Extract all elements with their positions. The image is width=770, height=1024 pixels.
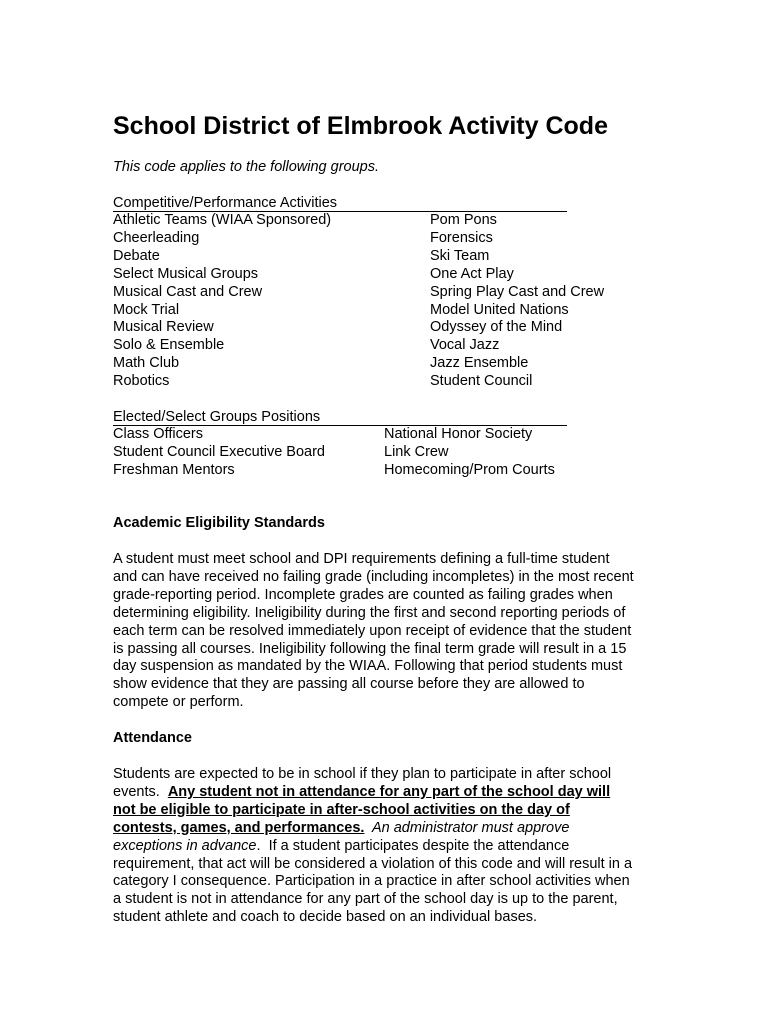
paragraph-line: Students are expected to be in school if they plan to participate in after school (113, 766, 612, 782)
list-item: Model United Nations (430, 301, 569, 318)
list-item: Pom Pons (430, 212, 497, 228)
list-item: Student Council (430, 373, 533, 390)
paragraph-line: show evidence that they are passing all course before they are allowed to (113, 676, 585, 693)
attendance-paragraph (113, 766, 673, 927)
list-item: Jazz Ensemble (430, 355, 529, 372)
italic-text: An administrator must approve (364, 819, 570, 836)
paragraph-line (113, 820, 673, 838)
list-item: One Act Play (430, 265, 514, 282)
paragraph-line: category I consequence. Participation in a practice in after school activities when (113, 873, 630, 890)
attendance-heading: Attendance (113, 730, 192, 746)
paragraph-line: A student must meet school and DPI requirements defining a full-time student (113, 551, 610, 567)
list-item: Class Officers (113, 426, 203, 442)
paragraph-line (113, 838, 673, 856)
list-item: Athletic Teams (WIAA Sponsored) (113, 212, 332, 228)
paragraph-line: and can have received no failing grade (including incompletes) in the most recent (113, 568, 634, 585)
competitive-activities-right-list (430, 212, 604, 391)
document-title: School District of Elmbrook Activity Code (113, 112, 608, 140)
list-item: Math Club (113, 355, 180, 372)
list-item: Cheerleading (113, 229, 200, 246)
plain-text: . If a student participates despite the attendance (256, 837, 570, 854)
list-item: Vocal Jazz (430, 337, 500, 354)
elected-groups-right-list (384, 426, 555, 480)
paragraph-line (113, 784, 673, 802)
attendance-rule-emphasis: Any student not in attendance for any part of the school day will (167, 783, 611, 800)
list-item: Spring Play Cast and Crew (430, 283, 605, 300)
attendance-rule-emphasis: not be eligible to participate in after-school activities on the day of (113, 801, 570, 818)
list-item: Student Council Executive Board (113, 443, 325, 460)
competitive-activities-left-list (113, 212, 331, 391)
intro-text: This code applies to the following groups. (113, 159, 379, 175)
list-item: Musical Review (113, 319, 214, 336)
list-item: Debate (113, 247, 160, 264)
paragraph-line: each term can be resolved immediately upon receipt of evidence that the student (113, 622, 632, 639)
paragraph-line: compete or perform. (113, 694, 244, 711)
list-item: Forensics (430, 229, 493, 246)
list-item: Link Crew (384, 443, 449, 460)
academic-eligibility-paragraph (113, 551, 673, 712)
paragraph-line: requirement, that act will be considered a violation of this code and will result in a (113, 855, 633, 872)
list-item: Musical Cast and Crew (113, 283, 263, 300)
plain-text: events. (113, 783, 168, 800)
academic-eligibility-heading: Academic Eligibility Standards (113, 515, 325, 531)
elected-groups-left-list (113, 426, 325, 480)
paragraph-line: a student is not in attendance for any part of the school day is up to the parent, (113, 891, 618, 908)
paragraph-line: day suspension as mandated by the WIAA. Following that period students must (113, 658, 623, 675)
list-item: Odyssey of the Mind (430, 319, 563, 336)
paragraph-line: determining eligibility. Ineligibility during the first and second reporting periods of (113, 604, 626, 621)
italic-text: exceptions in advance (113, 837, 257, 854)
list-item: Ski Team (430, 247, 490, 264)
list-item: Robotics (113, 373, 170, 390)
paragraph-line: is passing all courses. Ineligibility following the final term grade will result in a 15 (113, 640, 627, 657)
list-item: Select Musical Groups (113, 265, 259, 282)
competitive-activities-header: Competitive/Performance Activities (113, 195, 567, 212)
paragraph-line: grade-reporting period. Incomplete grades are counted as failing grades when (113, 586, 613, 603)
list-item: Solo & Ensemble (113, 337, 225, 354)
elected-groups-header: Elected/Select Groups Positions (113, 409, 567, 426)
list-item: Mock Trial (113, 301, 180, 318)
paragraph-line: student athlete and coach to decide based on an individual bases. (113, 909, 538, 926)
list-item: Homecoming/Prom Courts (384, 461, 555, 478)
list-item: National Honor Society (384, 426, 533, 442)
attendance-rule-emphasis: contests, games, and performances. (113, 819, 365, 836)
list-item: Freshman Mentors (113, 461, 235, 478)
